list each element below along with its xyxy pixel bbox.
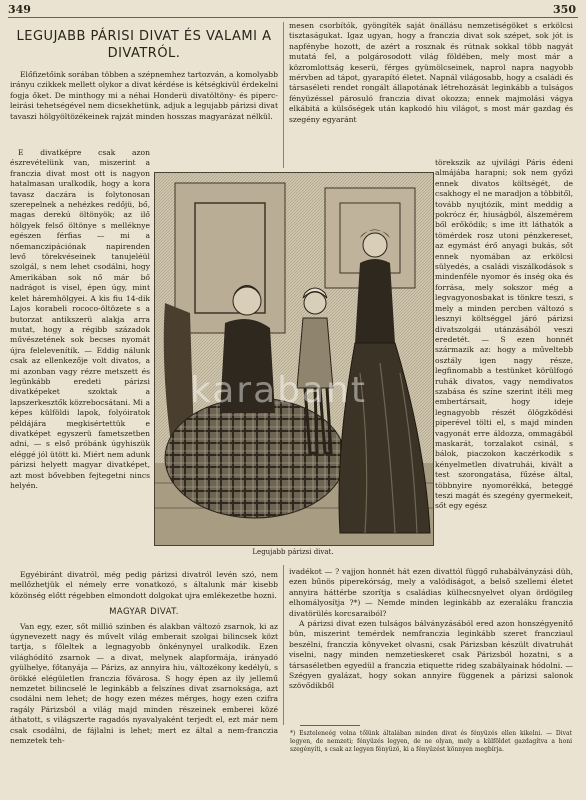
left-lower-column xyxy=(10,570,278,747)
section-subhead: MAGYAR DIVAT. xyxy=(109,607,179,618)
intro-paragraph: Előfizetőink sorában többen a szépnemhez tartozván, a komolyabb irányu czikkek mellett olykor a divat kérdése is kétségkivül érdekelni fogja őket. De minthogy mi a néhai Honderü divatöltöny- és piperc-leirási tehetségével nem dicsekhetünk, adjuk a legujabb párizsi divat tavaszi hölgyöltözékeinek rajzát minden hosszas magyarázat nélkül. xyxy=(10,70,278,121)
left-column xyxy=(10,28,278,122)
watermark-text: karabant xyxy=(190,370,367,411)
right-lower-column xyxy=(289,567,573,692)
right-wrap-text xyxy=(435,158,573,512)
page-number-left: 349 xyxy=(8,3,31,16)
page-number-right: 350 xyxy=(553,3,576,16)
right-bottom-paragraph-2: A párizsi divat ezen tulságos bálványzásából ered azon honszégyenítő bün, miszerint temérdek nemfranczia leginkább szeret francziaul beszélni, franczia könyveket olvasni, csak Párizsban készült divatruhát viselni, nagy minden nemzetieskeret csak Párizsból hozatni, s a társaséletben egyedül a franczia etiquette rideg szabályainak hódolni. — Szégyen gyalázat, hogy sokan annyire függenek a párizsi salonok szövődikből xyxy=(289,619,573,691)
fashion-illustration xyxy=(154,172,434,546)
column-divider-lower xyxy=(283,565,284,725)
right-top-paragraph: mesen csorbítók, gyöngíték saját önállásu nemzetiségöket s erkölcsi tisztaságukat. Igaz ugyan, hogy a franczia divat sok szépet, sok jót is napfénybe hozott, de azért a rosznak és rútnak sokkal több nagyát mutatá fel, a polgárosodott világ földében, mely most már a közromlottság keserü, férges gyümölcseinek, naprol napra nagyobb mérvben ad tápot, gyarapító életet. Napnál világosabb, hogy a családi és társaséleti rendet rongált állapotának létrehozását leginkább a tulságos fényüzéssel párosuló franczia divat okozza; ennek majmolási vágya elkábitá a külsőségek után kapkodó hiu világot, s most már gazdag és szegény egyaránt xyxy=(289,21,573,124)
footnote: *) Eszteleneég volna tőlünk általában minden divat és fényüzés ellen kikelni. — Divat legyen, de nemzeti; fényüzés legyen, de ne olyan, mely a külföldet gazdagítva a honi szegényíti, s csak az legyen fényüzö, ki a fényüzést könnyen megbírja. xyxy=(290,730,572,753)
left-wrap-paragraph: E divatképre csak azon észrevételünk van, miszerint a franczia divat most ott is nagyon hatalmasan uralkodik, hogy a kora tavasz daczára is folytonosan szerepelnek a nehézkes redőjü, bő, magas derekú öltönyök; az ilő hölgyek felső öltönye s melléknye egészen férfias — mi a nőemanczipációnak napirenden levő törekvéseinek tanujeléül szolgál, s nem lehet csodálni, hogy Amerikában sok nő már bő nadrágot is visel, épen úgy, mint kelet háremhölgyei. A kis fiu 14-dik Lajos korabeli rococo-öltözete s a butorzat antikszerü alakja arra mutat, hogy a régibb századok művészetének sok becses nyomát újra felelevenítik. — Eddig nálunk csak az ellenkezője volt divatos, a mi azonban vagy rézre metszett és legünkább eredeti párizsi divatképeket szoktak a lapszerkesztők közrebocsátani. Mi a képes külföldi lapok, folyóiratok példájára megkisértettük e divatképet egyszerü fametszetben adni, — s első próbánk úgyhiszük eléggé jól ütött ki. Miért nem adunk párizsi helyett magyar divatképet, azt most bővebben fejtegetni nincs helyén. xyxy=(10,148,150,490)
fashion-engraving-icon xyxy=(155,173,433,545)
right-upper-column xyxy=(289,21,573,125)
figure-caption: Legujabb párizsi divat. xyxy=(252,548,334,556)
left-after-paragraph: Egyébiránt divatról, még pedig párizsi divatról levén szó, nem mellőzhetjük el némely erre vonatkozó, s általunk már kisebb közönség előtt régebben elmondott dolgokat ujra emlékezetbe hozni. xyxy=(10,570,278,600)
article-title: LEGUJABB PÁRISI DIVAT ÉS VALAMI A DIVATRÓL. xyxy=(16,29,272,61)
footnote-rule xyxy=(300,725,360,726)
right-bottom-paragraph: ivadékot — ? vajjon honnét hát ezen divattól függő ruhabálványzási düh, ezen bűnös piperekórság, mely a valódiságot, a belső szellemi életet annyira háttérbe szorítja s családias külhecsnyelvet olyan ördögileg elhomályosítja ?*) — Nemde minden leginkább az ezeraláku franczia divatörülés korcsaraiból? xyxy=(289,567,573,618)
left-wrap-text xyxy=(10,148,150,491)
header-rule xyxy=(8,17,578,18)
column-divider xyxy=(283,22,284,168)
left-bottom-paragraph: Van egy, ezer, sőt millió szinben és alakban változó zsarnok, ki az úgynevezett nagy és művelt világ emberait szolgai bilincsek közt tartja, s főleltek a legnagyobb önkénynyel uralkodik. Ezen világhódító zsarnok — a divat, melynek alapformája, irányadó gyülhelye, főtanyája — Párizs, az annyira hiu, változékony kedélyü, s örökké elégületlen franczia fővárosa. S hogy épen az ily jellemű nemzetet bilincselé le leginkább a felszínes divat zsarnoksága, azt csodálni nem lehet; de hogy ezen mézes mérges, hogy ezen czifra ragály Párizsból a világ majd minden részeinek emberei közé áthatott, s világszerte ragadós nyavalyaként terjedt el, ezt már nem csak csodálni, de fájlalni is lehet; mert ez által a nem-franczia nemzetek teh- xyxy=(10,621,278,746)
right-wrap-paragraph: törekszik az ujvilági Páris édeni almájába harapni; sok nem győzi ennek divatos költségét, de csakhogy el ne maradjon a többitől, tovább nyujtózik, mint meddig a pokrócz ér, hiuságból, álszemérem ből erőködik; s ime itt láthatók a tömérdek rosz utoni pénzkereset, az egymást érő anyagi bukás, sőt ennek nyomában az erkölcsi sülyedés, a családi viszálkodások s mindenféle nyomor és inség oka és forrása, mely sokszor még a legvagyonosbakat is tönkre teszi, s mely a minden percben változó s lesznyi költséggel járó párizsi divatszolgái utánzásából veszi eredetét. — S ezen honnét származik az: hogy a műveltebb osztály igen nagy része, legfinomabb a testünket körülfogó ruhák divatos, vagy nemdivatos szabása és színe szerint itéli meg embertársait, hogy ideje legnagyobb részét ölögzködési piperével tölti el, s majd minden vagyonát erre áldozza, ommagából maskarát, torzalakot csinál, s bálok, piaczokon kaczérkodik s kényelmetlen divatruhái, kivált a test szorongatása, fűzése által, többnyire nyomorékká, beteggé teszi magát és szegény gyermekeit, sőt egy egész xyxy=(435,158,573,511)
